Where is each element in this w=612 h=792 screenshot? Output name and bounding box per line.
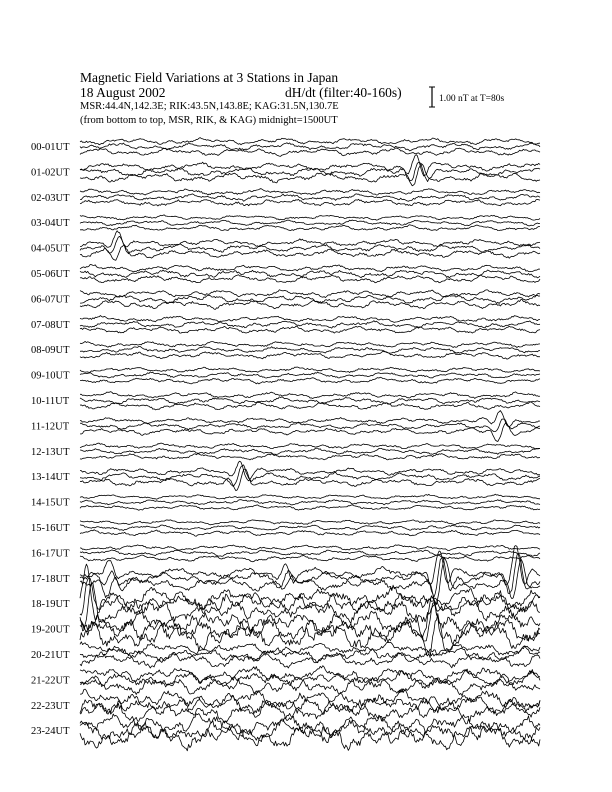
- trace-msr-15: [80, 530, 540, 537]
- trace-rik-4: [80, 236, 540, 253]
- hour-label-15: 15-16UT: [31, 523, 70, 534]
- hour-label-10: 10-11UT: [31, 396, 70, 407]
- trace-kag-7: [80, 316, 540, 323]
- hour-label-7: 07-08UT: [31, 319, 70, 331]
- trace-rik-9: [80, 372, 540, 378]
- hour-label-16: 16-17UT: [31, 548, 70, 560]
- trace-msr-19: [80, 614, 540, 658]
- trace-msr-9: [80, 377, 540, 384]
- trace-kag-5: [80, 265, 540, 272]
- trace-msr-7: [80, 326, 540, 333]
- hour-label-13: 13-14UT: [31, 472, 70, 484]
- trace-kag-2: [80, 189, 540, 195]
- trace-kag-9: [80, 367, 540, 373]
- hour-label-19: 19-20UT: [31, 624, 70, 636]
- trace-msr-6: [80, 300, 540, 310]
- trace-kag-0: [80, 138, 540, 145]
- trace-kag-1: [80, 155, 540, 176]
- trace-msr-14: [80, 505, 540, 511]
- trace-rik-20: [80, 646, 540, 662]
- hour-label-2: 02-03UT: [31, 192, 70, 204]
- hour-label-20: 20-21UT: [31, 650, 70, 661]
- trace-msr-2: [80, 199, 540, 206]
- trace-rik-14: [80, 500, 540, 505]
- trace-kag-18: [80, 564, 540, 620]
- trace-msr-13: [80, 469, 540, 491]
- hour-label-22: 22-23UT: [31, 700, 70, 712]
- trace-msr-23: [80, 721, 540, 751]
- trace-kag-22: [80, 689, 540, 711]
- hour-label-14: 14-15UT: [31, 497, 70, 509]
- trace-msr-10: [80, 402, 540, 410]
- chart-title: Magnetic Field Variations at 3 Stations in Japan: [80, 70, 339, 85]
- scale-label: 1.00 nT at T=80s: [439, 94, 505, 104]
- trace-msr-1: [80, 164, 540, 186]
- trace-kag-15: [80, 520, 540, 525]
- hour-label-23: 23-24UT: [31, 726, 70, 738]
- chart-date: 18 August 2002: [80, 85, 166, 100]
- trace-rik-2: [80, 194, 540, 201]
- trace-rik-1: [80, 162, 540, 181]
- trace-kag-6: [80, 290, 540, 298]
- note-line: (from bottom to top, MSR, RIK, & KAG) midnight=1500UT: [80, 115, 338, 126]
- trace-kag-4: [80, 231, 540, 248]
- quantity-filter: dH/dt (filter:40-160s): [285, 85, 402, 100]
- trace-rik-3: [80, 220, 540, 226]
- hour-label-17: 17-18UT: [31, 573, 70, 585]
- hour-label-11: 11-12UT: [31, 421, 70, 433]
- hour-label-0: 00-01UT: [31, 142, 70, 153]
- trace-msr-12: [80, 454, 540, 460]
- trace-msr-11: [80, 423, 540, 442]
- hour-label-8: 08-09UT: [31, 345, 70, 357]
- trace-msr-16: [80, 555, 540, 562]
- hour-label-6: 06-07UT: [31, 294, 70, 306]
- trace-kag-16: [80, 545, 540, 551]
- trace-msr-5: [80, 275, 540, 283]
- trace-kag-20: [80, 642, 540, 656]
- stations-line: MSR:44.4N,142.3E; RIK:43.5N,143.8E; KAG:31.5N,130.7E: [80, 101, 339, 112]
- trace-kag-12: [80, 443, 540, 449]
- trace-kag-8: [80, 341, 540, 347]
- trace-msr-8: [80, 351, 540, 359]
- hour-label-18: 18-19UT: [31, 599, 70, 611]
- trace-rik-16: [80, 550, 540, 557]
- hour-label-1: 01-02UT: [31, 167, 70, 179]
- hour-label-4: 04-05UT: [31, 243, 70, 255]
- hour-label-9: 09-10UT: [31, 370, 70, 382]
- trace-rik-13: [80, 465, 540, 487]
- trace-rik-12: [80, 448, 540, 454]
- trace-rik-8: [80, 346, 540, 353]
- trace-rik-5: [80, 270, 540, 278]
- trace-kag-3: [80, 215, 540, 220]
- hour-label-3: 03-04UT: [31, 218, 70, 230]
- trace-msr-3: [80, 225, 540, 231]
- trace-rik-19: [80, 603, 540, 646]
- trace-rik-11: [80, 419, 540, 432]
- trace-kag-14: [80, 494, 540, 499]
- trace-rik-15: [80, 525, 540, 531]
- trace-kag-10: [80, 392, 540, 399]
- hour-label-12: 12-13UT: [31, 446, 70, 458]
- hour-label-5: 05-06UT: [31, 269, 70, 280]
- hour-label-21: 21-22UT: [31, 675, 70, 687]
- trace-rik-7: [80, 321, 540, 329]
